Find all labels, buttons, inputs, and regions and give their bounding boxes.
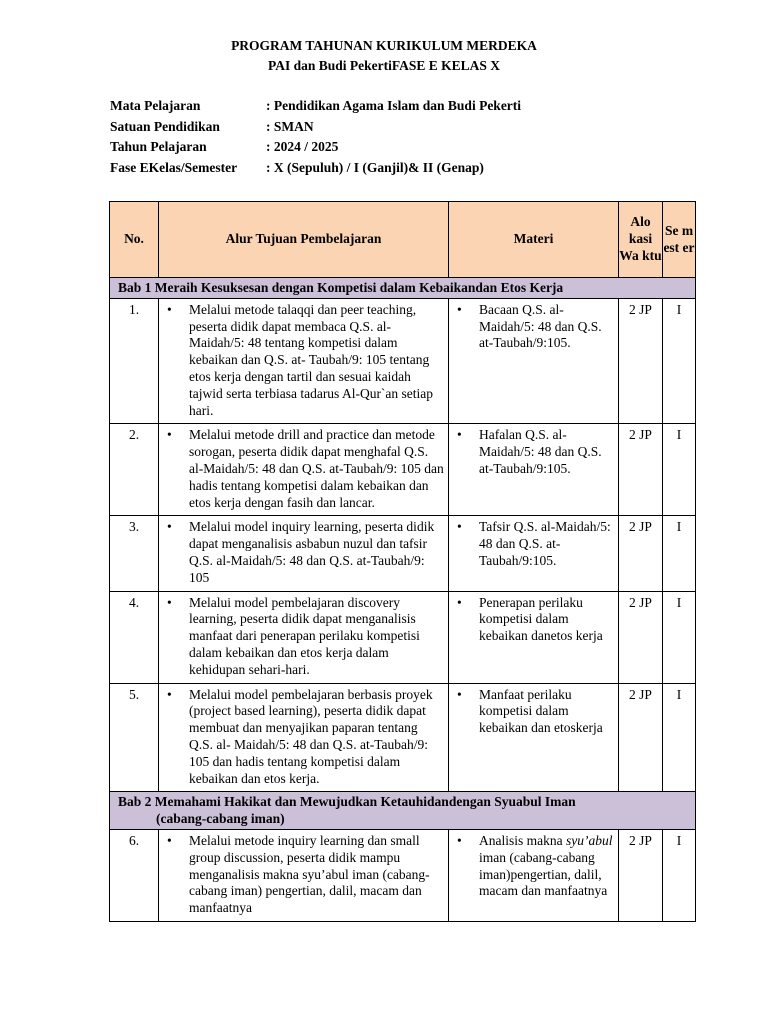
header-no: No. xyxy=(110,202,159,278)
bullet-icon: • xyxy=(457,686,462,702)
row-number: 5. xyxy=(110,683,159,792)
table-row xyxy=(110,683,696,792)
atp-text: Melalui model pembelajaran berbasis proyek (project based learning), peserta didik dapat membuat dan menyajikan paparan tentang Q.S. al- Maidah/5: 48 dan Q.S. at-Taubah/9: 105 dan hadis tentang kompetisi dalam kebaikan dan etos kerja. xyxy=(189,686,433,786)
materi-cell xyxy=(449,683,619,792)
info-value: : Pendidikan Agama Islam dan Budi Pekerti xyxy=(266,98,522,113)
atp-text: Melalui metode talaqqi dan peer teaching, peserta didik dapat membaca Q.S. al-Maidah/5: 48 tentang kompetisi dalam kebaikan dan Q.S. at- Taubah/9: 105 tentang etos kerja dengan tartil dan sesuai kaidah tajwid serta terbiasa tadarus Al-Qur`an setiap hari. xyxy=(189,301,434,418)
atp-cell xyxy=(159,516,449,591)
materi-cell xyxy=(449,298,619,424)
bullet-icon: • xyxy=(167,427,172,443)
bab-2-title-line1: Bab 2 Memahami Hakikat dan Mewujudkan Ketauhidandengan Syuabul Iman xyxy=(118,794,576,810)
bullet-icon: • xyxy=(457,519,462,535)
atp-cell xyxy=(159,683,449,792)
materi-cell xyxy=(449,516,619,591)
table-row xyxy=(110,591,696,683)
atp-cell xyxy=(159,591,449,683)
atp-text: Melalui model pembelajaran discovery learning, peserta didik dapat menganalisis manfaat dari penerapan perilaku kompetisi dalam kebaikan dan etos kerja dalam kehidupan sehari-hari. xyxy=(189,594,420,677)
table-row xyxy=(110,829,696,921)
alokasi-waktu: 2 JP xyxy=(619,298,663,424)
info-row-fase-kelas-semester xyxy=(110,160,521,181)
materi-text: Bacaan Q.S. al-Maidah/5: 48 dan Q.S. at-Taubah/9:105. xyxy=(479,301,602,351)
alokasi-waktu: 2 JP xyxy=(619,591,663,683)
materi-text: Hafalan Q.S. al-Maidah/5: 48 dan Q.S. at-Taubah/9:105. xyxy=(479,427,602,476)
materi-text-pre: Analisis makna xyxy=(479,832,566,848)
bullet-icon: • xyxy=(167,594,172,610)
header-atp: Alur Tujuan Pembelajaran xyxy=(159,202,449,278)
materi-text xyxy=(479,833,614,900)
bullet-icon: • xyxy=(457,427,462,443)
atp-cell xyxy=(159,424,449,516)
materi-text-post: iman (cabang-cabang iman)pengertian, dalil, macam dan manfaatnya xyxy=(479,849,608,899)
semester: I xyxy=(663,516,696,591)
bullet-icon: • xyxy=(457,301,462,317)
materi-cell xyxy=(449,424,619,516)
bullet-icon: • xyxy=(167,301,172,317)
header-materi: Materi xyxy=(449,202,619,278)
document-title-line2: PAI dan Budi PekertiFASE E KELAS X xyxy=(267,58,501,73)
materi-text: Manfaat perilaku kompetisi dalam kebaikan dan etoskerja xyxy=(479,686,603,736)
atp-cell xyxy=(159,829,449,921)
bullet-icon: • xyxy=(457,594,462,610)
info-value: : 2024 / 2025 xyxy=(266,139,339,154)
row-number: 3. xyxy=(110,516,159,591)
bab-1-row xyxy=(110,278,696,299)
info-row-tahun-pelajaran xyxy=(110,139,521,160)
bullet-icon: • xyxy=(167,832,172,848)
table-row xyxy=(110,424,696,516)
semester: I xyxy=(663,424,696,516)
bab-2-title xyxy=(110,792,696,830)
atp-text: Melalui metode inquiry learning dan small group discussion, peserta didik mampu menganalisis makna syu’abul iman (cabang-cabang iman) pengertian, dalil, macam dan manfaatnya xyxy=(189,832,430,916)
table-row xyxy=(110,298,696,424)
info-label: Fase EKelas/Semester xyxy=(110,159,238,175)
atp-text: Melalui metode drill and practice dan metode sorogan, peserta didik dapat menghafal Q.S. al-Maidah/5: 48 dan Q.S. at-Taubah/9: 105 dan hadis tentang kompetisi dalam kebaikan dan etos kerja dengan fasih dan lancar. xyxy=(189,427,444,510)
info-label: Tahun Pelajaran xyxy=(110,139,207,154)
header-semester: Se m est er xyxy=(663,202,696,278)
header-alokasi-waktu: Alo kasi Wa ktu xyxy=(619,202,663,278)
info-value: : X (Sepuluh) / I (Ganjil)& II (Genap) xyxy=(266,159,484,175)
materi-text: Tafsir Q.S. al-Maidah/5: 48 dan Q.S. at-Taubah/9:105. xyxy=(479,519,611,568)
alokasi-waktu: 2 JP xyxy=(619,424,663,516)
alokasi-waktu: 2 JP xyxy=(619,516,663,591)
semester: I xyxy=(663,298,696,424)
semester: I xyxy=(663,683,696,792)
bab-2-title-line2: (cabang-cabang iman) xyxy=(156,811,285,827)
bab-2-row xyxy=(110,792,696,830)
alokasi-waktu: 2 JP xyxy=(619,829,663,921)
bullet-icon: • xyxy=(167,686,172,702)
atp-text: Melalui model inquiry learning, peserta didik dapat menganalisis asbabun nuzul dan tafsir Q.S. al-Maidah/5: 48 dan Q.S. at-Taubah/9: 105 xyxy=(189,519,435,585)
row-number: 1. xyxy=(110,298,159,424)
row-number: 4. xyxy=(110,591,159,683)
materi-cell xyxy=(449,829,619,921)
info-value: : SMAN xyxy=(266,118,314,134)
row-number: 6. xyxy=(110,829,159,921)
table-header-row xyxy=(110,202,696,278)
materi-text: Penerapan perilaku kompetisi dalam kebaikan danetos kerja xyxy=(479,594,603,644)
info-block xyxy=(110,98,521,180)
row-number: 2. xyxy=(110,424,159,516)
semester: I xyxy=(663,591,696,683)
info-row-mata-pelajaran xyxy=(110,98,521,119)
info-row-satuan-pendidikan xyxy=(110,119,521,140)
atp-cell xyxy=(159,298,449,424)
table-row xyxy=(110,516,696,591)
program-table xyxy=(109,201,696,922)
alokasi-waktu: 2 JP xyxy=(619,683,663,792)
bab-1-title: Bab 1 Meraih Kesuksesan dengan Kompetisi dalam Kebaikandan Etos Kerja xyxy=(110,278,696,299)
info-label: Satuan Pendidikan xyxy=(110,118,220,134)
info-label: Mata Pelajaran xyxy=(110,98,201,113)
document-title-line1: PROGRAM TAHUNAN KURIKULUM MERDEKA xyxy=(231,38,537,53)
materi-cell xyxy=(449,591,619,683)
materi-text-italic: syu’abul xyxy=(566,832,613,848)
semester: I xyxy=(663,829,696,921)
bullet-icon: • xyxy=(457,832,462,848)
bullet-icon: • xyxy=(167,519,172,535)
